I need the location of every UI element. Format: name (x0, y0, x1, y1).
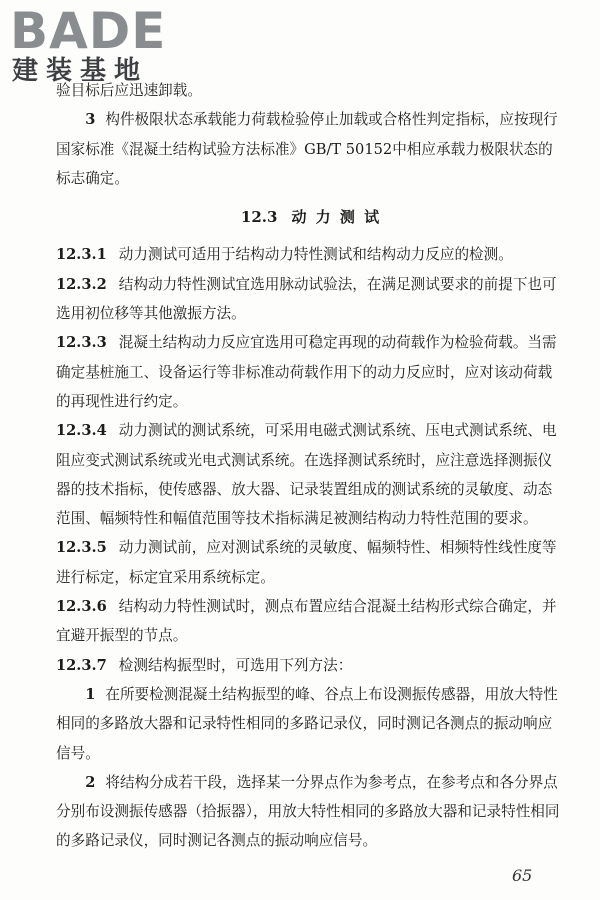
logo-subtitle: 建装基地 (12, 56, 149, 86)
clause-text: 动力测试的测试系统，可采用电磁式测试系统、压电式测试系统、电阻应变式测试系统或光电式测试系统。在选择测试系统时，应注意选择测振仪器的技术指标，使传感器、放大器、记录装置组成的测试系统的灵敏度、动态范围、幅频特性和幅值范围等技术指标满足被测结构动力特性范围的要求。 (56, 422, 557, 528)
clause-number: 12.3.3 (56, 334, 107, 352)
method-text: 在所要检测混凝土结构振型的峰、谷点上布设测振传感器，用放大特性相同的多路放大器和记录特性相同的多路记录仪，同时测记各测点的振动响应信号。 (56, 685, 558, 762)
method-item (56, 680, 566, 768)
clause-number: 12.3.2 (56, 275, 107, 293)
section-heading (56, 203, 566, 232)
method-item (56, 768, 566, 856)
clause-text: 结构动力特性测试宜选用脉动试验法，在满足测试要求的前提下也可选用初位移等其他激振方法。 (56, 275, 557, 323)
clause-text: 结构动力特性测试时，测点布置应结合混凝土结构形式综合确定，并宜避开振型的节点。 (56, 598, 557, 645)
clause-number: 12.3.5 (56, 539, 107, 557)
clause (56, 651, 566, 680)
clause-text: 检测结构振型时，可选用下列方法： (118, 656, 353, 674)
clause-number: 12.3.4 (56, 422, 107, 440)
clause (56, 416, 566, 533)
clause (56, 533, 566, 592)
section-title: 动 力 测 试 (291, 208, 382, 227)
clause-number: 12.3.1 (56, 246, 107, 264)
clause-text: 动力测试前，应对测试系统的灵敏度、幅频特性、相频特性线性度等进行标定，标定宜采用系统标定。 (56, 539, 557, 586)
clause (56, 240, 566, 269)
method-number: 2 (85, 773, 96, 791)
document-body (56, 76, 566, 856)
continuation-line: 验目标后应迅速卸载。 (56, 82, 202, 99)
clause-text: 动力测试可适用于结构动力特性测试和结构动力反应的检测。 (118, 246, 513, 264)
method-text: 将结构分成若干段，选择某一分界点作为参考点，在参考点和各分界点分别布设测振传感器（拾振器），用放大特性相同的多路放大器和记录特性相同的多路记录仪，同时测记各测点的振动响应信号。 (56, 773, 560, 850)
clause (56, 328, 566, 416)
clause-number: 12.3.7 (56, 656, 107, 674)
clause (56, 592, 566, 651)
item-3 (56, 105, 566, 193)
section-number: 12.3 (240, 208, 278, 227)
clause-number: 12.3.6 (56, 598, 107, 616)
brand-logo (10, 4, 185, 86)
clause (56, 270, 566, 329)
method-number: 1 (85, 685, 96, 703)
item-text: 构件极限状态承载能力荷载检验停止加载或合格性判定指标，应按现行国家标准《混凝土结构试验方法标准》GB/T 50152中相应承载力极限状态的标志确定。 (56, 111, 558, 187)
page-number: 65 (512, 866, 533, 885)
clause-text: 混凝土结构动力反应宜选用可稳定再现的动荷载作为检验荷载。当需确定基桩施工、设备运行等非标准动荷载作用下的动力反应时，应对该动荷载的再现性进行约定。 (56, 334, 557, 410)
item-number: 3 (85, 111, 96, 129)
logo-brand-text: BADE (10, 2, 167, 60)
